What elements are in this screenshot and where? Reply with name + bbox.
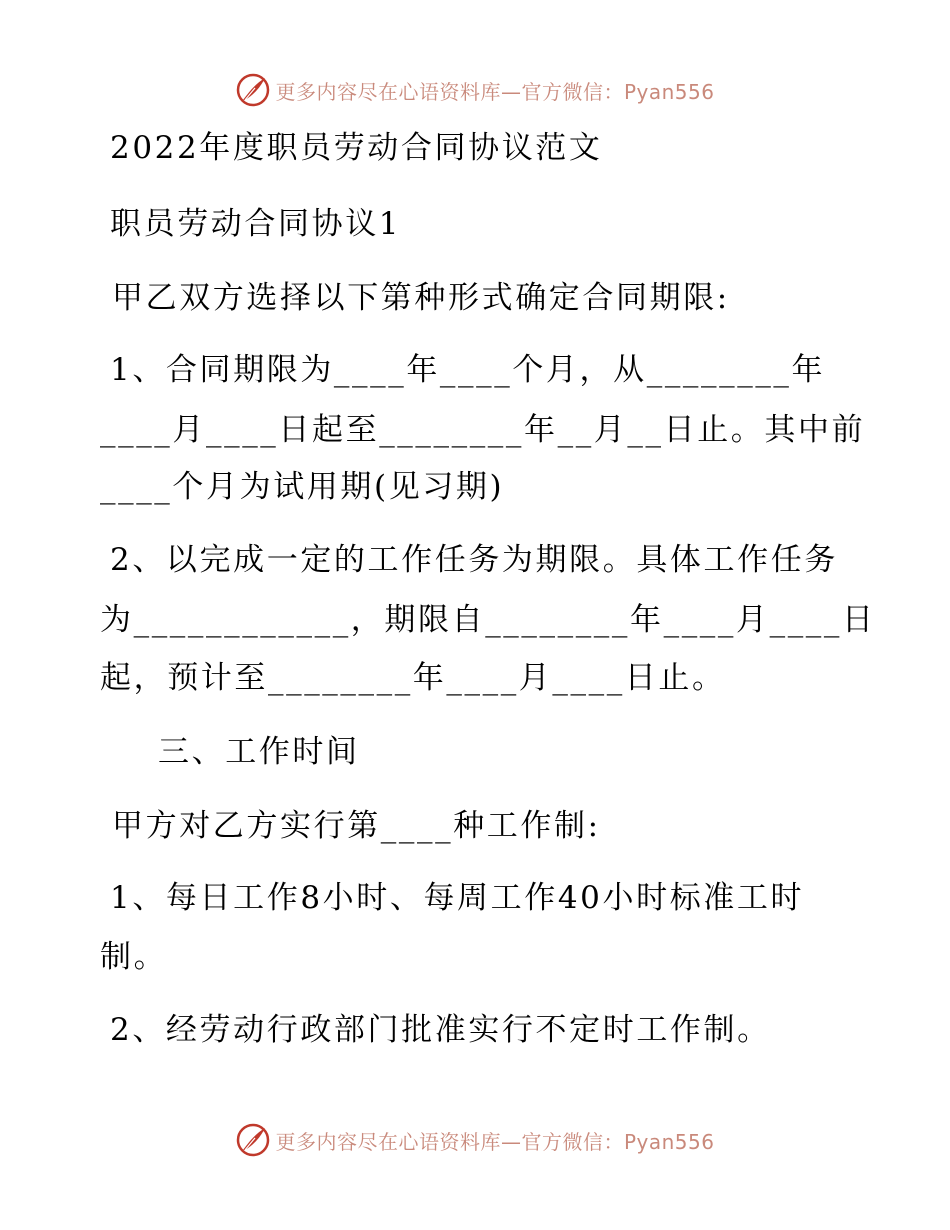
watermark-text: 更多内容尽在心语资料库—官方微信：Pyan556 <box>275 1129 715 1154</box>
quill-pen-logo-icon <box>235 1122 271 1158</box>
header-watermark <box>0 68 950 112</box>
watermark-text: 更多内容尽在心语资料库—官方微信：Pyan556 <box>275 79 715 104</box>
quill-pen-logo-icon <box>235 72 271 108</box>
paragraph-line: 起，预计至________年____月____日止。 <box>100 660 726 696</box>
section-heading: 三、工作时间 <box>158 734 360 770</box>
paragraph-line: ____个月为试用期(见习期) <box>100 469 505 505</box>
paragraph-line: ____月____日起至________年__月__日止。其中前 <box>100 412 866 448</box>
document-title: 2022年度职员劳动合同协议范文 <box>110 130 603 166</box>
paragraph-line: 制。 <box>100 939 168 975</box>
paragraph-line: 2、以完成一定的工作任务为期限。具体工作任务 <box>110 542 838 578</box>
paragraph-line: 甲方对乙方实行第____种工作制: <box>112 808 601 844</box>
paragraph-line: 为____________，期限自________年____月____日 <box>100 602 876 638</box>
paragraph-line: 1、每日工作8小时、每周工作40小时标准工时 <box>110 880 805 916</box>
document-subtitle: 职员劳动合同协议1 <box>110 206 402 242</box>
footer-watermark <box>0 1118 950 1162</box>
paragraph-line: 2、经劳动行政部门批准实行不定时工作制。 <box>110 1012 771 1048</box>
paragraph-line: 1、合同期限为____年____个月，从________年 <box>110 352 826 388</box>
paragraph-line: 甲乙双方选择以下第种形式确定合同期限: <box>112 280 730 316</box>
